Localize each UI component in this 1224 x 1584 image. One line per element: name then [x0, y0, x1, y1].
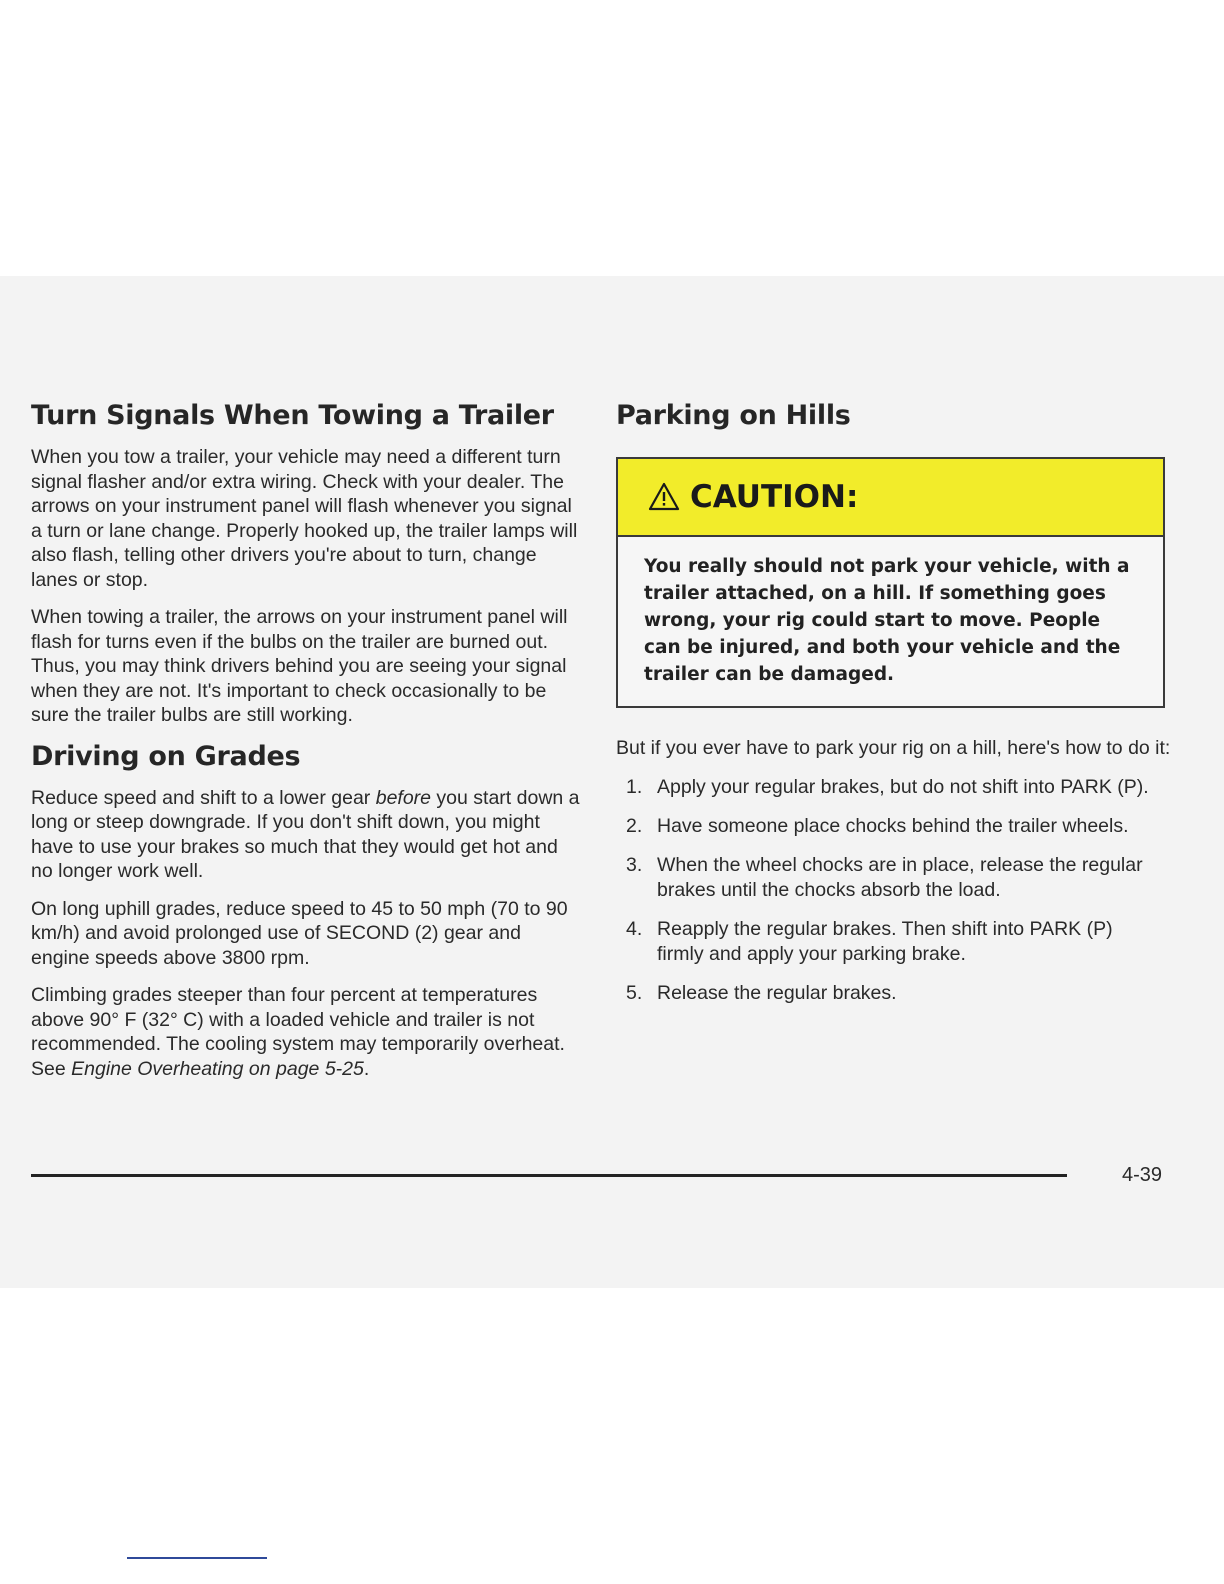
grades-p1-text-end: you start down a long or steep downgrade. If you don't shift down, you might have to use your brakes so much that they would get hot and no longer work well. — [31, 786, 580, 882]
warning-triangle-icon — [648, 482, 680, 512]
caution-title: CAUTION: — [690, 479, 859, 515]
step-number: 4. — [626, 917, 643, 940]
left-column — [31, 400, 583, 1094]
list-item — [616, 814, 1176, 839]
step-text: Have someone place chocks behind the trailer wheels. — [657, 814, 1129, 837]
step-text: Reapply the regular brakes. Then shift into PARK (P) firmly and apply your parking brake. — [657, 917, 1113, 965]
driving-on-grades-heading: Driving on Grades — [31, 740, 301, 772]
turn-signals-paragraph-2: When towing a trailer, the arrows on your instrument panel will flash for turns even if the bulbs on the trailer are burned out. Thus, you may think drivers behind you are seeing your signal when they are not. It's important to check occasionally to be sure the trailer bulbs are still working. — [31, 606, 568, 726]
right-column — [616, 400, 1176, 1020]
parking-intro: But if you ever have to park your rig on a hill, here's how to do it: — [616, 737, 1171, 759]
step-text: Apply your regular brakes, but do not shift into PARK (P). — [657, 775, 1149, 798]
step-text: Release the regular brakes. — [657, 981, 897, 1004]
caution-body: You really should not park your vehicle, with a trailer attached, on a hill. If something goes wrong, your rig could start to move. People can be injured, and both your vehicle and the trailer can be damaged. — [644, 556, 1130, 685]
step-number: 2. — [626, 814, 643, 837]
engine-overheating-reference[interactable]: Engine Overheating on page 5-25 — [71, 1057, 364, 1080]
step-number: 1. — [626, 775, 643, 798]
grades-paragraph-1 — [31, 786, 583, 884]
page-number: 4-39 — [1122, 1164, 1163, 1186]
grades-p3-text: Climbing grades steeper than four percent at temperatures above 90° F (32° C) with a loaded vehicle and trailer is not recommended. The cooling system may temporarily overheat. See — [31, 984, 565, 1080]
list-item — [616, 917, 1176, 967]
footer-divider — [31, 1174, 1067, 1177]
caution-header — [618, 459, 1163, 537]
grades-p1-text: Reduce speed and shift to a lower gear — [31, 786, 376, 809]
list-item — [616, 853, 1176, 903]
parking-steps-list — [616, 775, 1176, 1006]
turn-signals-paragraph-1: When you tow a trailer, your vehicle may need a different turn signal flasher and/or extra wiring. Check with your dealer. The arrows on your instrument panel will flash whenever you signal a turn or lane change. Properly hooked up, the trailer lamps will also flash, telling other drivers you're about to turn, change lanes or stop. — [31, 446, 578, 591]
step-number: 5. — [626, 981, 643, 1004]
step-text: When the wheel chocks are in place, release the regular brakes until the chocks absorb the load. — [657, 853, 1143, 901]
grades-p1-emphasis: before — [375, 786, 432, 809]
grades-paragraph-2: On long uphill grades, reduce speed to 45 to 50 mph (70 to 90 km/h) and avoid prolonged use of SECOND (2) gear and engine speeds above 3800 rpm. — [31, 897, 568, 969]
caution-box — [616, 457, 1165, 708]
parking-on-hills-heading: Parking on Hills — [616, 400, 851, 431]
grades-paragraph-3 — [31, 983, 583, 1081]
list-item — [616, 775, 1176, 800]
step-number: 3. — [626, 853, 643, 876]
decorative-rule — [127, 1557, 267, 1559]
turn-signals-heading: Turn Signals When Towing a Trailer — [31, 400, 554, 431]
list-item — [616, 981, 1176, 1006]
grades-p3-text-end: . — [363, 1057, 370, 1080]
